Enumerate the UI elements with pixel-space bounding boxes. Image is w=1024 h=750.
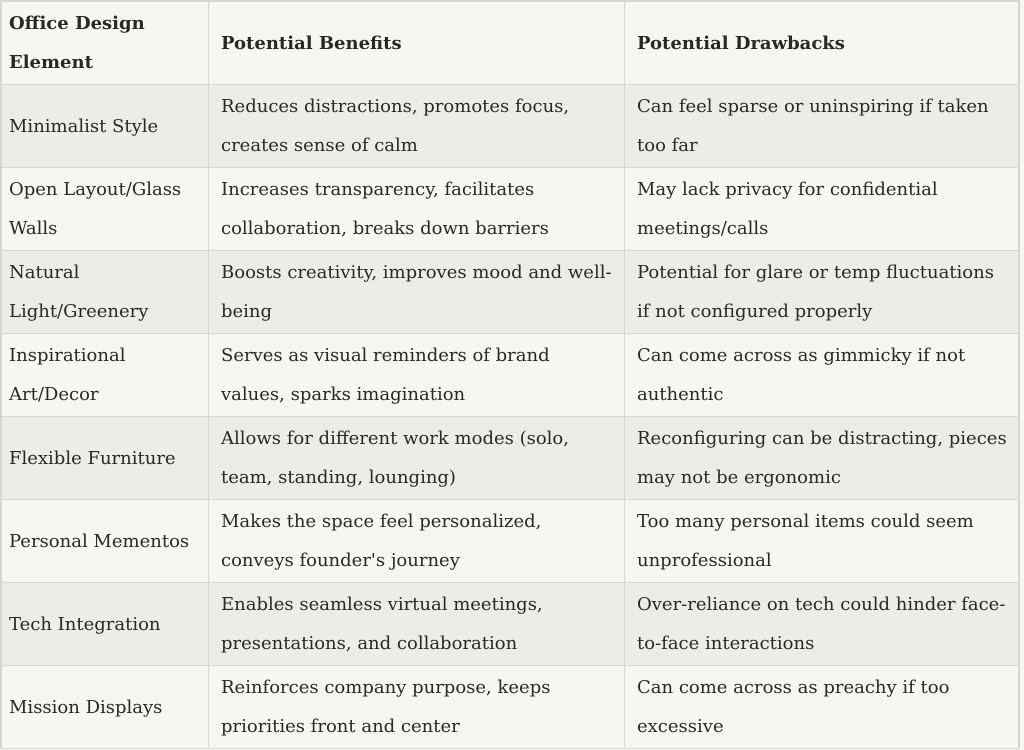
- cell-benefits: Increases transparency, facilitates collaboration, breaks down barriers: [209, 168, 625, 251]
- column-header-benefits: Potential Benefits: [209, 2, 625, 85]
- cell-benefits: Enables seamless virtual meetings, presentations, and collaboration: [209, 583, 625, 666]
- column-header-drawbacks: Potential Drawbacks: [625, 2, 1019, 85]
- table-row: [2, 666, 1019, 749]
- cell-drawbacks: Potential for glare or temp fluctuations if not configured properly: [625, 251, 1019, 334]
- cell-drawbacks: Can feel sparse or uninspiring if taken too far: [625, 85, 1019, 168]
- cell-drawbacks: Can come across as preachy if too excessive: [625, 666, 1019, 749]
- cell-benefits: Allows for different work modes (solo, team, standing, lounging): [209, 417, 625, 500]
- cell-drawbacks: Over-reliance on tech could hinder face-to-face interactions: [625, 583, 1019, 666]
- cell-drawbacks: Too many personal items could seem unprofessional: [625, 500, 1019, 583]
- table-row: [2, 85, 1019, 168]
- cell-element: Personal Mementos: [2, 500, 209, 583]
- cell-benefits: Serves as visual reminders of brand values, sparks imagination: [209, 334, 625, 417]
- cell-element: Inspirational Art/Decor: [2, 334, 209, 417]
- cell-element: Minimalist Style: [2, 85, 209, 168]
- cell-element: Natural Light/Greenery: [2, 251, 209, 334]
- cell-benefits: Boosts creativity, improves mood and well-being: [209, 251, 625, 334]
- cell-drawbacks: Can come across as gimmicky if not authentic: [625, 334, 1019, 417]
- table-row: [2, 500, 1019, 583]
- cell-drawbacks: May lack privacy for confidential meetings/calls: [625, 168, 1019, 251]
- cell-benefits: Reinforces company purpose, keeps priorities front and center: [209, 666, 625, 749]
- table-row: [2, 583, 1019, 666]
- cell-element: Mission Displays: [2, 666, 209, 749]
- cell-element: Tech Integration: [2, 583, 209, 666]
- cell-benefits: Reduces distractions, promotes focus, creates sense of calm: [209, 85, 625, 168]
- cell-element: Open Layout/Glass Walls: [2, 168, 209, 251]
- cell-benefits: Makes the space feel personalized, conveys founder's journey: [209, 500, 625, 583]
- table-row: [2, 334, 1019, 417]
- table-row: [2, 417, 1019, 500]
- table-header-row: [2, 2, 1019, 85]
- table-row: [2, 251, 1019, 334]
- cell-drawbacks: Reconfiguring can be distracting, pieces may not be ergonomic: [625, 417, 1019, 500]
- cell-element: Flexible Furniture: [2, 417, 209, 500]
- table-row: [2, 168, 1019, 251]
- column-header-element: Office Design Element: [2, 2, 209, 85]
- comparison-table: [1, 1, 1019, 749]
